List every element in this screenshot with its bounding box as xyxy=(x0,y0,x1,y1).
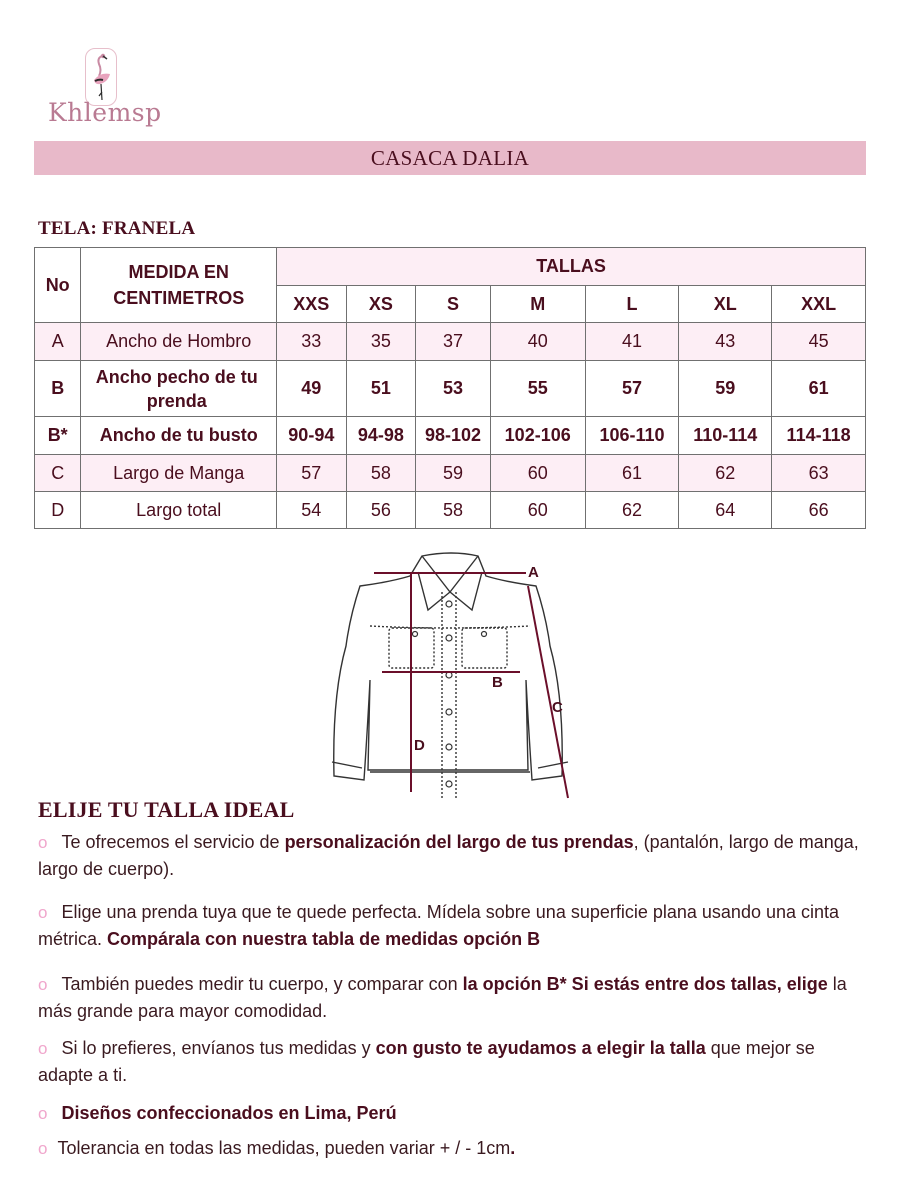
row-label: Ancho de tu busto xyxy=(81,417,277,455)
cell: 62 xyxy=(679,455,772,492)
cell: 98-102 xyxy=(416,417,491,455)
guide-tip xyxy=(38,971,868,1024)
bullet-icon: o xyxy=(38,1104,48,1123)
tip-bold: Compárala con nuestra tabla de medidas opción B xyxy=(107,929,541,949)
tip-text: la más grande para mayor comodidad. xyxy=(38,974,847,1021)
cell: 51 xyxy=(346,361,416,417)
cell: 49 xyxy=(277,361,347,417)
header-sizes: TALLAS xyxy=(277,248,866,286)
cell: 61 xyxy=(772,361,866,417)
size-header: S xyxy=(416,286,491,323)
bullet-icon: o xyxy=(38,903,48,922)
cell: 58 xyxy=(346,455,416,492)
measurement-lines xyxy=(374,573,568,798)
row-label: Largo de Manga xyxy=(81,455,277,492)
cell: 61 xyxy=(585,455,679,492)
cell: 56 xyxy=(346,492,416,529)
tip-text: que mejor se adapte a ti. xyxy=(38,1038,815,1085)
tip-bold: con gusto te ayudamos a elegir la talla xyxy=(375,1038,706,1058)
label-b: B xyxy=(492,674,503,691)
cell: 60 xyxy=(490,492,585,529)
tip-bold: personalización del largo de tus prendas xyxy=(284,832,634,852)
cell: 45 xyxy=(772,323,866,361)
guide-title: ELIJE TU TALLA IDEAL xyxy=(38,797,295,822)
row-label: Ancho pecho de tu prenda xyxy=(81,361,277,417)
cell: 59 xyxy=(679,361,772,417)
tip-bold: Diseños confeccionados en Lima, Perú xyxy=(61,1103,397,1123)
header-measure: MEDIDA EN CENTIMETROS xyxy=(81,248,277,323)
table-row xyxy=(35,323,866,361)
tip-text: , (pantalón, largo de manga, largo de cuerpo). xyxy=(38,832,859,879)
row-code: D xyxy=(35,492,81,529)
label-c: C xyxy=(552,699,563,716)
cell: 63 xyxy=(772,455,866,492)
cell: 62 xyxy=(585,492,679,529)
cell: 58 xyxy=(416,492,491,529)
size-header: XXS xyxy=(277,286,347,323)
table-row xyxy=(35,361,866,417)
tip-text: Tolerancia en todas las medidas, pueden variar + / - 1cm xyxy=(57,1138,511,1158)
tip-text: Te ofrecemos el servicio de xyxy=(61,832,285,852)
row-label: Ancho de Hombro xyxy=(81,323,277,361)
table-row xyxy=(35,492,866,529)
cell: 35 xyxy=(346,323,416,361)
cell: 57 xyxy=(277,455,347,492)
cell: 41 xyxy=(585,323,679,361)
guide-tip xyxy=(38,1100,868,1127)
guide-tip xyxy=(38,829,868,882)
bullet-icon: o xyxy=(38,975,48,994)
bullet-icon: o xyxy=(38,833,48,852)
cell: 64 xyxy=(679,492,772,529)
cell: 102-106 xyxy=(490,417,585,455)
guide-tip xyxy=(38,1035,868,1088)
size-header: XS xyxy=(346,286,416,323)
table-row xyxy=(35,455,866,492)
tip-text: Elige una prenda tuya que te quede perfecta. Mídela sobre una superficie plana usando una cinta métrica. xyxy=(38,902,840,949)
size-header: M xyxy=(490,286,585,323)
cell: 53 xyxy=(416,361,491,417)
brand-logo xyxy=(48,46,162,136)
cell: 114-118 xyxy=(772,417,866,455)
row-code: C xyxy=(35,455,81,492)
tip-text: También puedes medir tu cuerpo, y comparar con xyxy=(61,974,463,994)
table-row xyxy=(35,417,866,455)
header-no: No xyxy=(35,248,81,323)
tip-text: Si lo prefieres, envíanos tus medidas y xyxy=(61,1038,376,1058)
title-banner xyxy=(34,141,866,175)
row-label: Largo total xyxy=(81,492,277,529)
cell: 59 xyxy=(416,455,491,492)
tip-bold: la opción B* Si estás entre dos tallas, elige xyxy=(462,974,828,994)
size-header: XL xyxy=(679,286,772,323)
jacket-diagram xyxy=(322,542,578,800)
cell: 33 xyxy=(277,323,347,361)
fabric-label: TELA: FRANELA xyxy=(38,218,196,239)
label-a: A xyxy=(528,564,539,581)
cell: 60 xyxy=(490,455,585,492)
cell: 94-98 xyxy=(346,417,416,455)
cell: 43 xyxy=(679,323,772,361)
row-code: B xyxy=(35,361,81,417)
tip-bold: . xyxy=(510,1138,516,1158)
guide-tip xyxy=(38,1135,868,1162)
cell: 57 xyxy=(585,361,679,417)
page-title: CASACA DALIA xyxy=(370,145,530,170)
bullet-icon: o xyxy=(38,1139,48,1158)
cell: 55 xyxy=(490,361,585,417)
jacket-buttons xyxy=(413,601,487,787)
size-chart-table xyxy=(34,247,866,529)
cell: 90-94 xyxy=(277,417,347,455)
row-code: A xyxy=(35,323,81,361)
cell: 37 xyxy=(416,323,491,361)
label-d: D xyxy=(414,737,425,754)
cell: 110-114 xyxy=(679,417,772,455)
guide-tip xyxy=(38,899,868,952)
cell: 54 xyxy=(277,492,347,529)
row-code: B* xyxy=(35,417,81,455)
cell: 66 xyxy=(772,492,866,529)
jacket-outline xyxy=(332,553,568,798)
size-header: XXL xyxy=(772,286,866,323)
cell: 106-110 xyxy=(585,417,679,455)
logo-text: Khlemsp xyxy=(48,98,162,127)
cell: 40 xyxy=(490,323,585,361)
size-header: L xyxy=(585,286,679,323)
bullet-icon: o xyxy=(38,1039,48,1058)
